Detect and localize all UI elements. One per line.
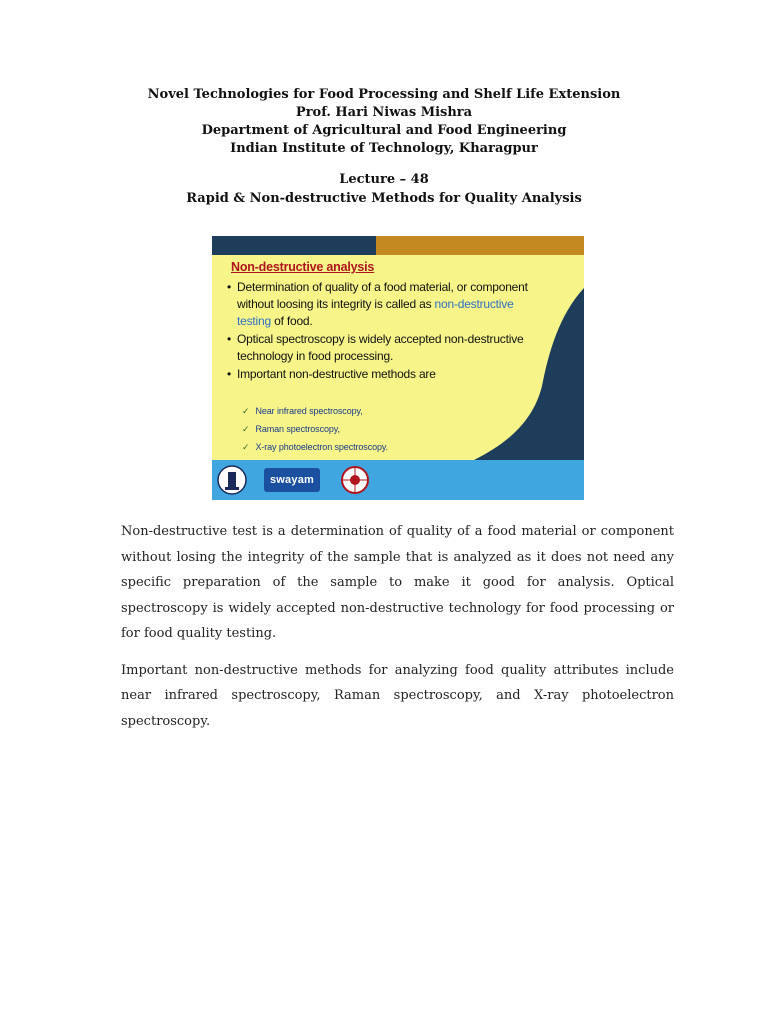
lecture-header bbox=[0, 170, 768, 208]
checkmark-icon: ✓ bbox=[242, 424, 250, 434]
slide-method-list bbox=[242, 402, 388, 456]
lecture-number: Lecture – 48 bbox=[339, 172, 429, 187]
lecture-body-text bbox=[121, 519, 674, 745]
slide-method-item bbox=[242, 402, 388, 420]
slide-method-text: Raman spectroscopy, bbox=[255, 424, 340, 434]
slide-method-item bbox=[242, 420, 388, 438]
slide-heading: Non-destructive analysis bbox=[231, 260, 375, 274]
slide-bullet-text: Important non-destructive methods are bbox=[237, 367, 436, 381]
nptel-logo-icon bbox=[340, 465, 370, 495]
slide-bullet-item bbox=[225, 331, 545, 365]
body-paragraph: Non-destructive test is a determination of quality of a food material or component without losing the integrity of the sample that is analyzed as it does not need any specific preparation of the sample to make it good for analysis. Optical spectroscopy is widely accepted non-destructive technology for food processing or for food quality testing. bbox=[121, 524, 674, 641]
institute-name: Indian Institute of Technology, Kharagpur bbox=[230, 141, 538, 156]
slide-bullet-text: Optical spectroscopy is widely accepted non-destructive technology in food processing. bbox=[237, 332, 524, 363]
document-header bbox=[0, 86, 768, 158]
checkmark-icon: ✓ bbox=[242, 442, 250, 452]
slide-bullet-text: of food. bbox=[270, 314, 313, 328]
slide-footer-bar bbox=[212, 460, 584, 500]
slide-bullet-item bbox=[225, 366, 545, 383]
department-name: Department of Agricultural and Food Engineering bbox=[201, 123, 567, 138]
checkmark-icon: ✓ bbox=[242, 406, 250, 416]
slide-method-item bbox=[242, 438, 388, 456]
body-paragraph: Important non-destructive methods for analyzing food quality attributes include near infrared spectroscopy, Raman spectroscopy, and X-ray photoelectron spectroscopy. bbox=[121, 662, 674, 729]
slide-highlight-text: non-destructive testing bbox=[237, 297, 514, 328]
professor-name: Prof. Hari Niwas Mishra bbox=[295, 105, 473, 120]
iit-logo-icon bbox=[217, 463, 247, 497]
slide-bullet-list bbox=[225, 279, 545, 384]
slide-bullet-text: Determination of quality of a food material, or component without loosing its integrity is called as bbox=[237, 280, 528, 311]
lecture-title: Rapid & Non-destructive Methods for Quality Analysis bbox=[186, 191, 582, 206]
lecture-slide-image bbox=[212, 236, 584, 500]
swayam-logo: swayam bbox=[264, 468, 320, 492]
slide-method-text: Near infrared spectroscopy, bbox=[255, 406, 363, 416]
slide-method-text: X-ray photoelectron spectroscopy. bbox=[255, 442, 389, 452]
course-title: Novel Technologies for Food Processing and Shelf Life Extension bbox=[147, 87, 621, 102]
slide-bullet-item bbox=[225, 279, 545, 330]
